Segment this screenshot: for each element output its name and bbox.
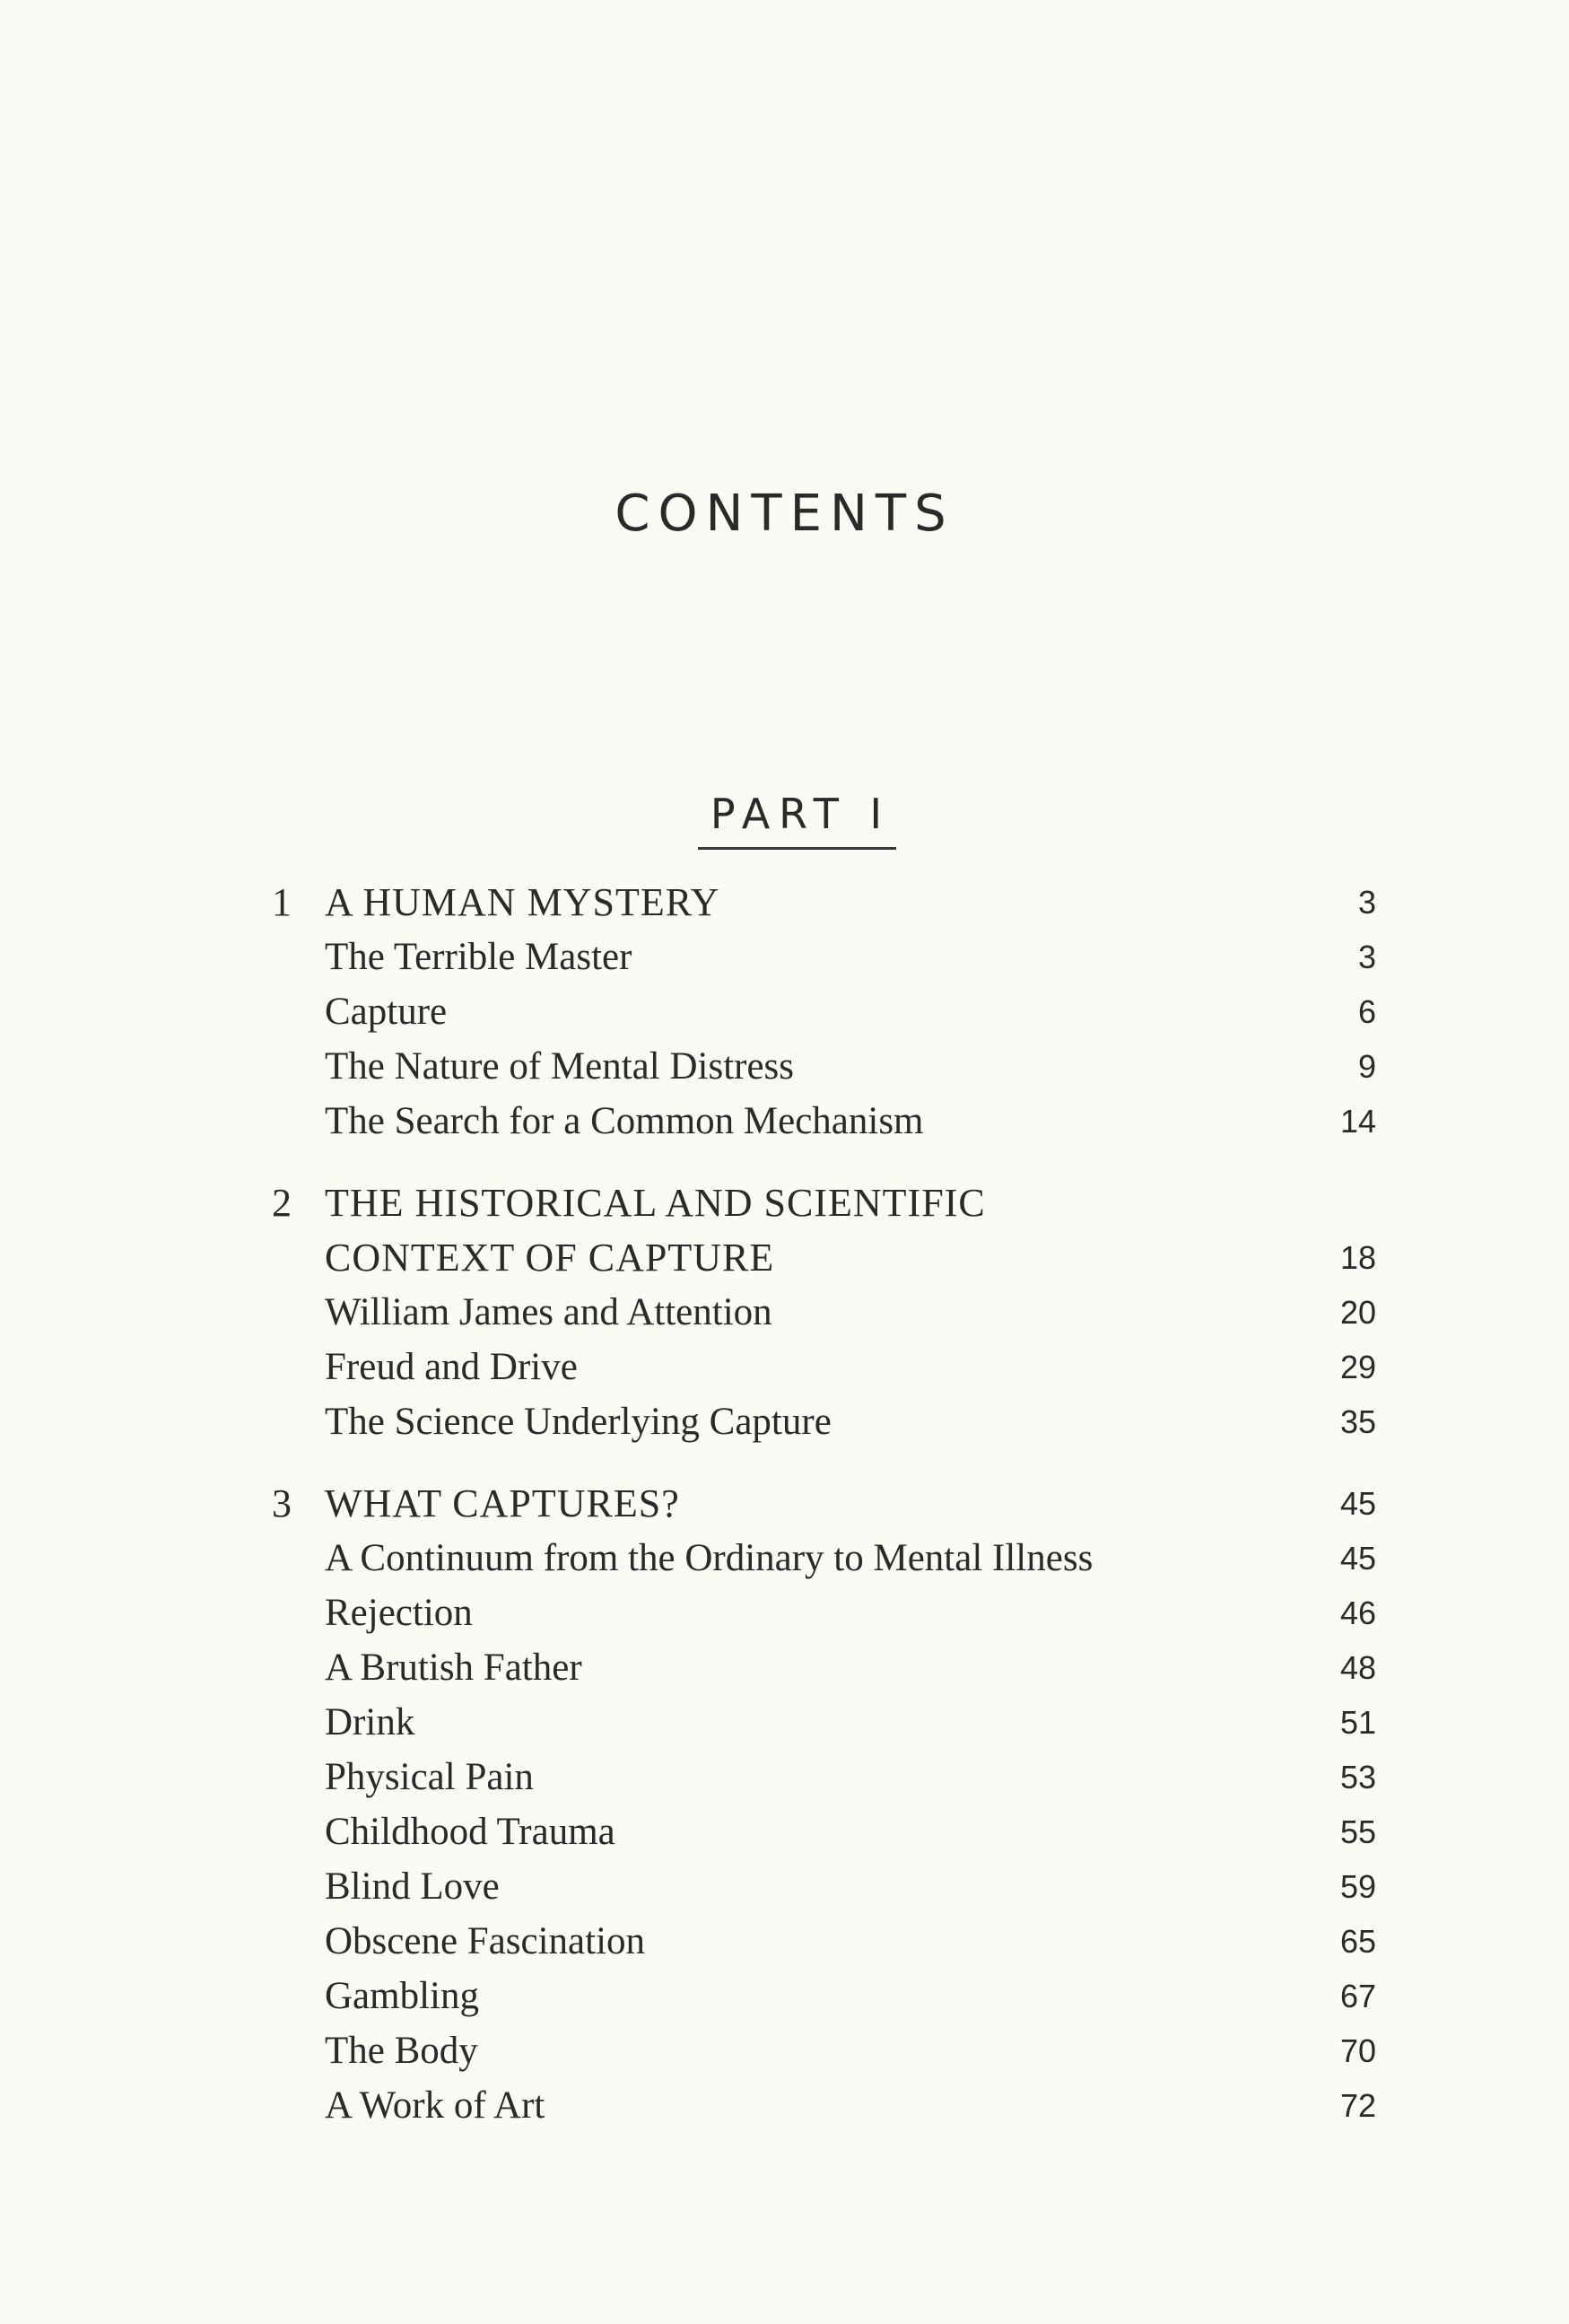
chapter-title: THE HISTORICAL AND SCIENTIFIC: [325, 1181, 986, 1225]
section-page-number: 35: [1339, 1403, 1376, 1440]
chapter-title: WHAT CAPTURES?: [325, 1481, 680, 1525]
section-page-number: 3: [1357, 939, 1376, 975]
toc-section-entry: [0, 1750, 1569, 1804]
toc-section-entry: [0, 1969, 1569, 2023]
section-title: Rejection: [325, 1592, 473, 1634]
section-title: The Body: [325, 2030, 478, 2072]
toc-section-entry: [0, 1285, 1569, 1340]
chapter-title: A HUMAN MYSTERY: [325, 880, 720, 924]
chapter-page-number: 3: [1357, 884, 1376, 921]
section-title: Freud and Drive: [325, 1346, 578, 1388]
toc-section-entry: [0, 1340, 1569, 1394]
toc-section-entry: [0, 1586, 1569, 1640]
section-title: Obscene Fascination: [325, 1920, 646, 1962]
section-page-number: 55: [1339, 1813, 1376, 1850]
table-of-contents: [0, 875, 1569, 2160]
toc-chapter: [0, 875, 1569, 1149]
section-page-number: 59: [1339, 1868, 1376, 1905]
section-title: The Nature of Mental Distress: [325, 1045, 795, 1088]
toc-section-entry: [0, 1804, 1569, 1859]
toc-section-entry: [0, 2023, 1569, 2078]
section-page-number: 51: [1339, 1704, 1376, 1741]
section-title: Childhood Trauma: [325, 1811, 615, 1853]
part-label: PART I: [698, 790, 896, 850]
section-page-number: 9: [1357, 1048, 1376, 1085]
toc-section-entry: [0, 1640, 1569, 1695]
section-title: The Search for a Common Mechanism: [325, 1100, 924, 1142]
toc-section-entry: [0, 1094, 1569, 1149]
section-page-number: 70: [1339, 2032, 1376, 2069]
chapter-heading-row: [0, 1230, 1569, 1285]
section-page-number: 48: [1339, 1649, 1376, 1686]
section-title: Blind Love: [325, 1865, 500, 1908]
toc-section-entry: [0, 2078, 1569, 2133]
chapter-page-number: 18: [1339, 1239, 1376, 1276]
section-page-number: 46: [1339, 1594, 1376, 1631]
section-title: A Continuum from the Ordinary to Mental Illness: [325, 1537, 1094, 1579]
section-title: Drink: [325, 1701, 415, 1743]
toc-section-entry: [0, 1859, 1569, 1914]
chapter-number: 2: [272, 1181, 292, 1225]
toc-section-entry: [0, 1531, 1569, 1586]
section-title: The Terrible Master: [325, 936, 632, 978]
section-title: Capture: [325, 991, 448, 1033]
chapter-number: 1: [272, 880, 292, 924]
chapter-title: CONTEXT OF CAPTURE: [325, 1236, 775, 1280]
contents-heading: CONTENTS: [615, 485, 954, 543]
section-page-number: 14: [1339, 1103, 1376, 1140]
section-title: A Brutish Father: [325, 1647, 582, 1689]
toc-chapter: [0, 1175, 1569, 1449]
section-page-number: 6: [1357, 993, 1376, 1030]
section-page-number: 53: [1339, 1759, 1376, 1795]
toc-section-entry: [0, 1914, 1569, 1969]
chapter-heading-row: [0, 875, 1569, 930]
chapter-heading-row: [0, 1476, 1569, 1531]
toc-section-entry: [0, 1039, 1569, 1094]
section-page-number: 29: [1339, 1349, 1376, 1385]
section-page-number: 67: [1339, 1978, 1376, 2014]
chapter-number: 3: [272, 1481, 292, 1525]
section-title: The Science Underlying Capture: [325, 1401, 832, 1443]
section-title: A Work of Art: [325, 2084, 545, 2127]
chapter-page-number: 45: [1339, 1485, 1376, 1522]
section-page-number: 65: [1339, 1923, 1376, 1960]
toc-section-entry: [0, 1394, 1569, 1449]
section-page-number: 72: [1339, 2087, 1376, 2124]
section-page-number: 20: [1339, 1294, 1376, 1331]
section-title: Physical Pain: [325, 1756, 534, 1798]
section-title: Gambling: [325, 1975, 479, 2017]
section-title: William James and Attention: [325, 1291, 772, 1333]
toc-section-entry: [0, 930, 1569, 984]
section-page-number: 45: [1339, 1540, 1376, 1577]
toc-section-entry: [0, 984, 1569, 1039]
part-heading: [0, 790, 1569, 850]
toc-section-entry: [0, 1695, 1569, 1750]
chapter-heading-row: [0, 1175, 1569, 1230]
toc-chapter: [0, 1476, 1569, 2133]
